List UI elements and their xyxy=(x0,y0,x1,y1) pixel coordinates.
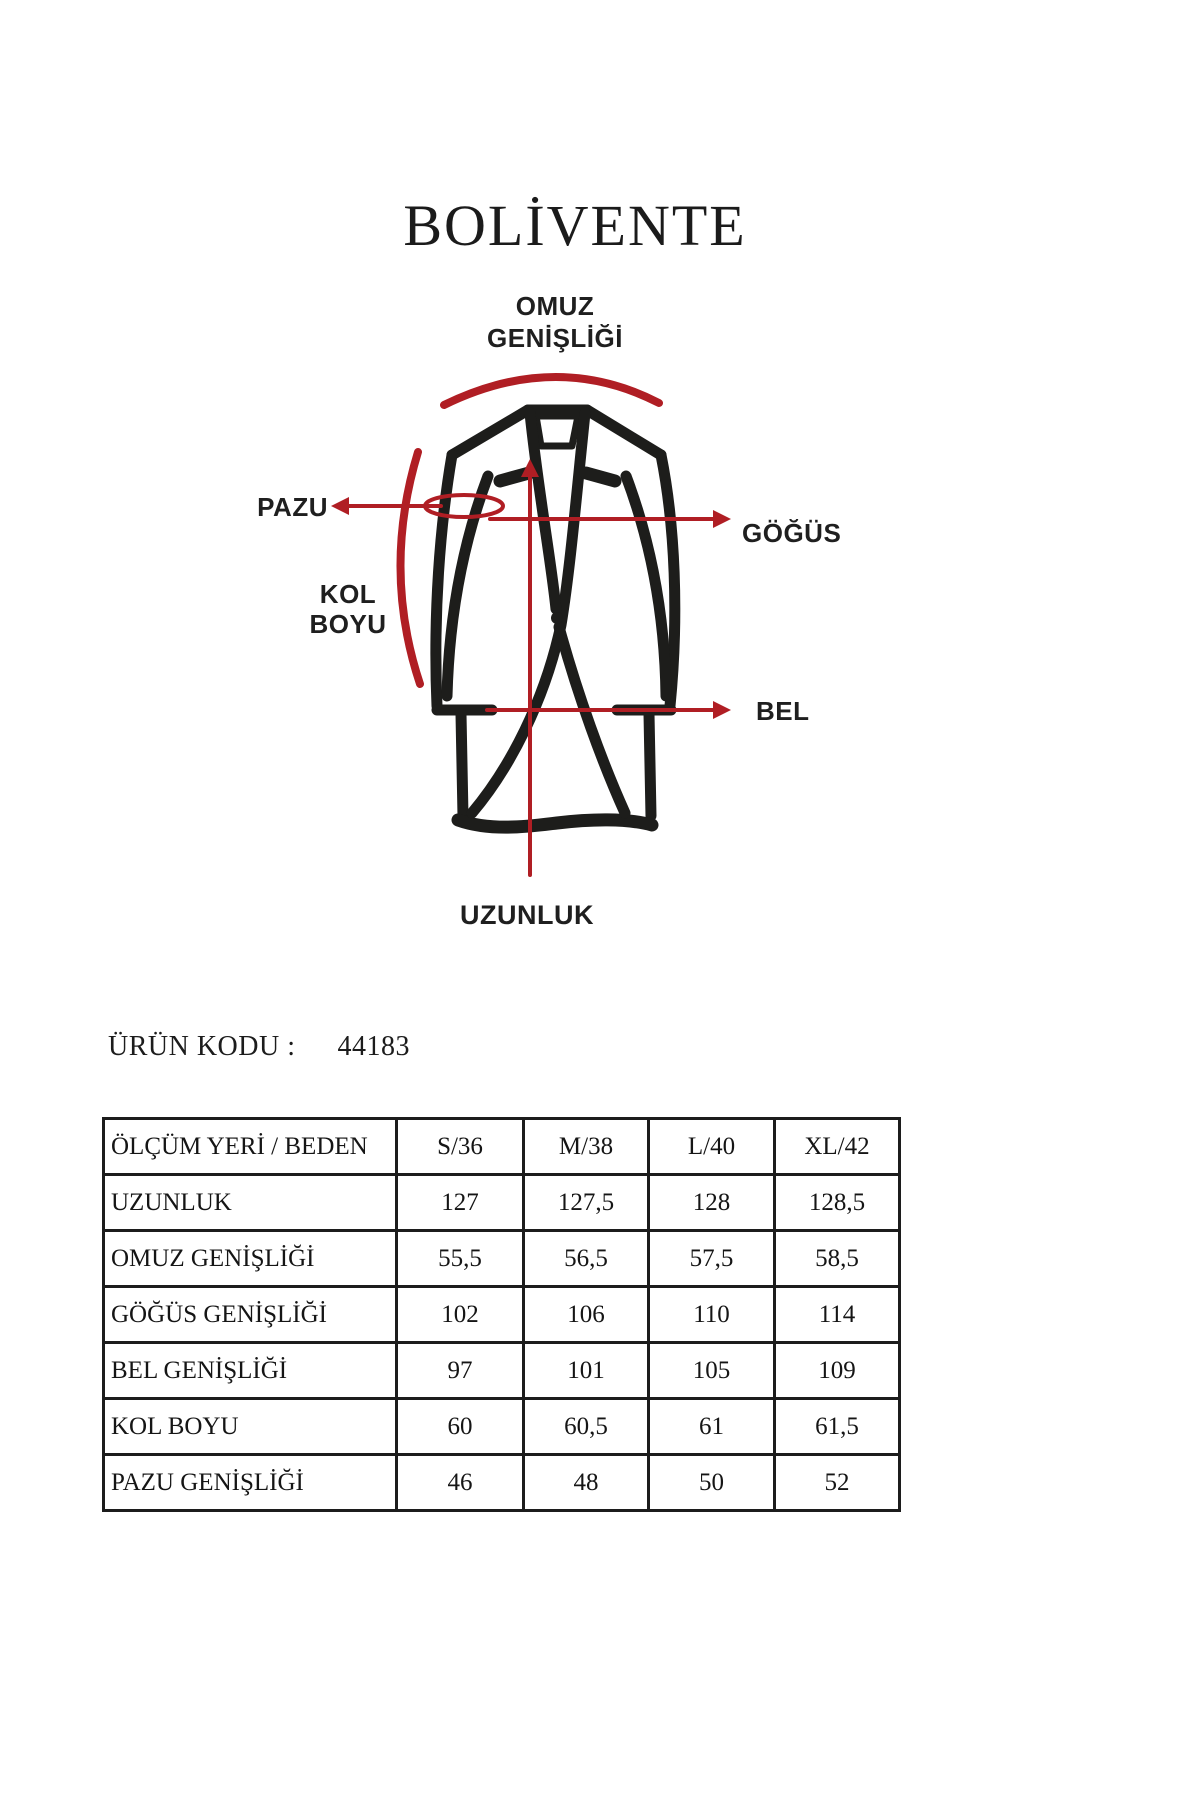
cell-value: 48 xyxy=(524,1455,649,1511)
bicep-arrowhead xyxy=(331,497,349,515)
waist-label: BEL xyxy=(756,696,810,726)
chest-label: GÖĞÜS xyxy=(742,518,842,548)
table-row xyxy=(104,1455,900,1511)
table-row xyxy=(104,1231,900,1287)
cell-value: 46 xyxy=(397,1455,524,1511)
row-label: UZUNLUK xyxy=(104,1175,397,1231)
cell-value: 57,5 xyxy=(649,1231,775,1287)
table-row xyxy=(104,1343,900,1399)
cell-value: 50 xyxy=(649,1455,775,1511)
arm-length-label-line2: BOYU xyxy=(309,609,387,639)
cell-value: 60,5 xyxy=(524,1399,649,1455)
product-code-value: 44183 xyxy=(337,1031,410,1062)
cell-value: 58,5 xyxy=(775,1231,900,1287)
table-row xyxy=(104,1175,900,1231)
shoulder-width-label-line2: GENİŞLİĞİ xyxy=(487,323,623,353)
cell-value: 127 xyxy=(397,1175,524,1231)
cell-value: 128 xyxy=(649,1175,775,1231)
size-table-header-row xyxy=(104,1119,900,1175)
cell-value: 55,5 xyxy=(397,1231,524,1287)
arm-length-arc xyxy=(400,452,420,684)
length-label: UZUNLUK xyxy=(460,900,594,930)
row-label: OMUZ GENİŞLİĞİ xyxy=(104,1231,397,1287)
header-measure-place: ÖLÇÜM YERİ / BEDEN xyxy=(104,1119,397,1175)
cell-value: 114 xyxy=(775,1287,900,1343)
cell-value: 105 xyxy=(649,1343,775,1399)
size-table xyxy=(102,1117,901,1512)
arm-length-label-line1: KOL xyxy=(319,579,377,609)
header-size-xl: XL/42 xyxy=(775,1119,900,1175)
waist-arrowhead xyxy=(713,701,731,719)
row-label: GÖĞÜS GENİŞLİĞİ xyxy=(104,1287,397,1343)
cell-value: 61,5 xyxy=(775,1399,900,1455)
cell-value: 56,5 xyxy=(524,1231,649,1287)
cell-value: 106 xyxy=(524,1287,649,1343)
cell-value: 128,5 xyxy=(775,1175,900,1231)
cell-value: 109 xyxy=(775,1343,900,1399)
cell-value: 110 xyxy=(649,1287,775,1343)
product-code-row xyxy=(108,1031,410,1063)
bicep-label: PAZU xyxy=(257,492,328,522)
cell-value: 61 xyxy=(649,1399,775,1455)
cell-value: 101 xyxy=(524,1343,649,1399)
header-size-m: M/38 xyxy=(524,1119,649,1175)
shoulder-width-label-line1: OMUZ xyxy=(515,291,595,321)
row-label: PAZU GENİŞLİĞİ xyxy=(104,1455,397,1511)
brand-title: BOLİVENTE xyxy=(403,193,747,258)
header-size-s: S/36 xyxy=(397,1119,524,1175)
cell-value: 52 xyxy=(775,1455,900,1511)
cell-value: 97 xyxy=(397,1343,524,1399)
cell-value: 127,5 xyxy=(524,1175,649,1231)
table-row xyxy=(104,1287,900,1343)
coat-outline-icon xyxy=(436,410,675,827)
cell-value: 102 xyxy=(397,1287,524,1343)
row-label: BEL GENİŞLİĞİ xyxy=(104,1343,397,1399)
shoulder-arc xyxy=(444,377,659,405)
row-label: KOL BOYU xyxy=(104,1399,397,1455)
table-row xyxy=(104,1399,900,1455)
cell-value: 60 xyxy=(397,1399,524,1455)
header-size-l: L/40 xyxy=(649,1119,775,1175)
coat-measurement-diagram-icon xyxy=(318,344,746,884)
product-code-label: ÜRÜN KODU : xyxy=(108,1031,296,1062)
chest-arrowhead xyxy=(713,510,731,528)
